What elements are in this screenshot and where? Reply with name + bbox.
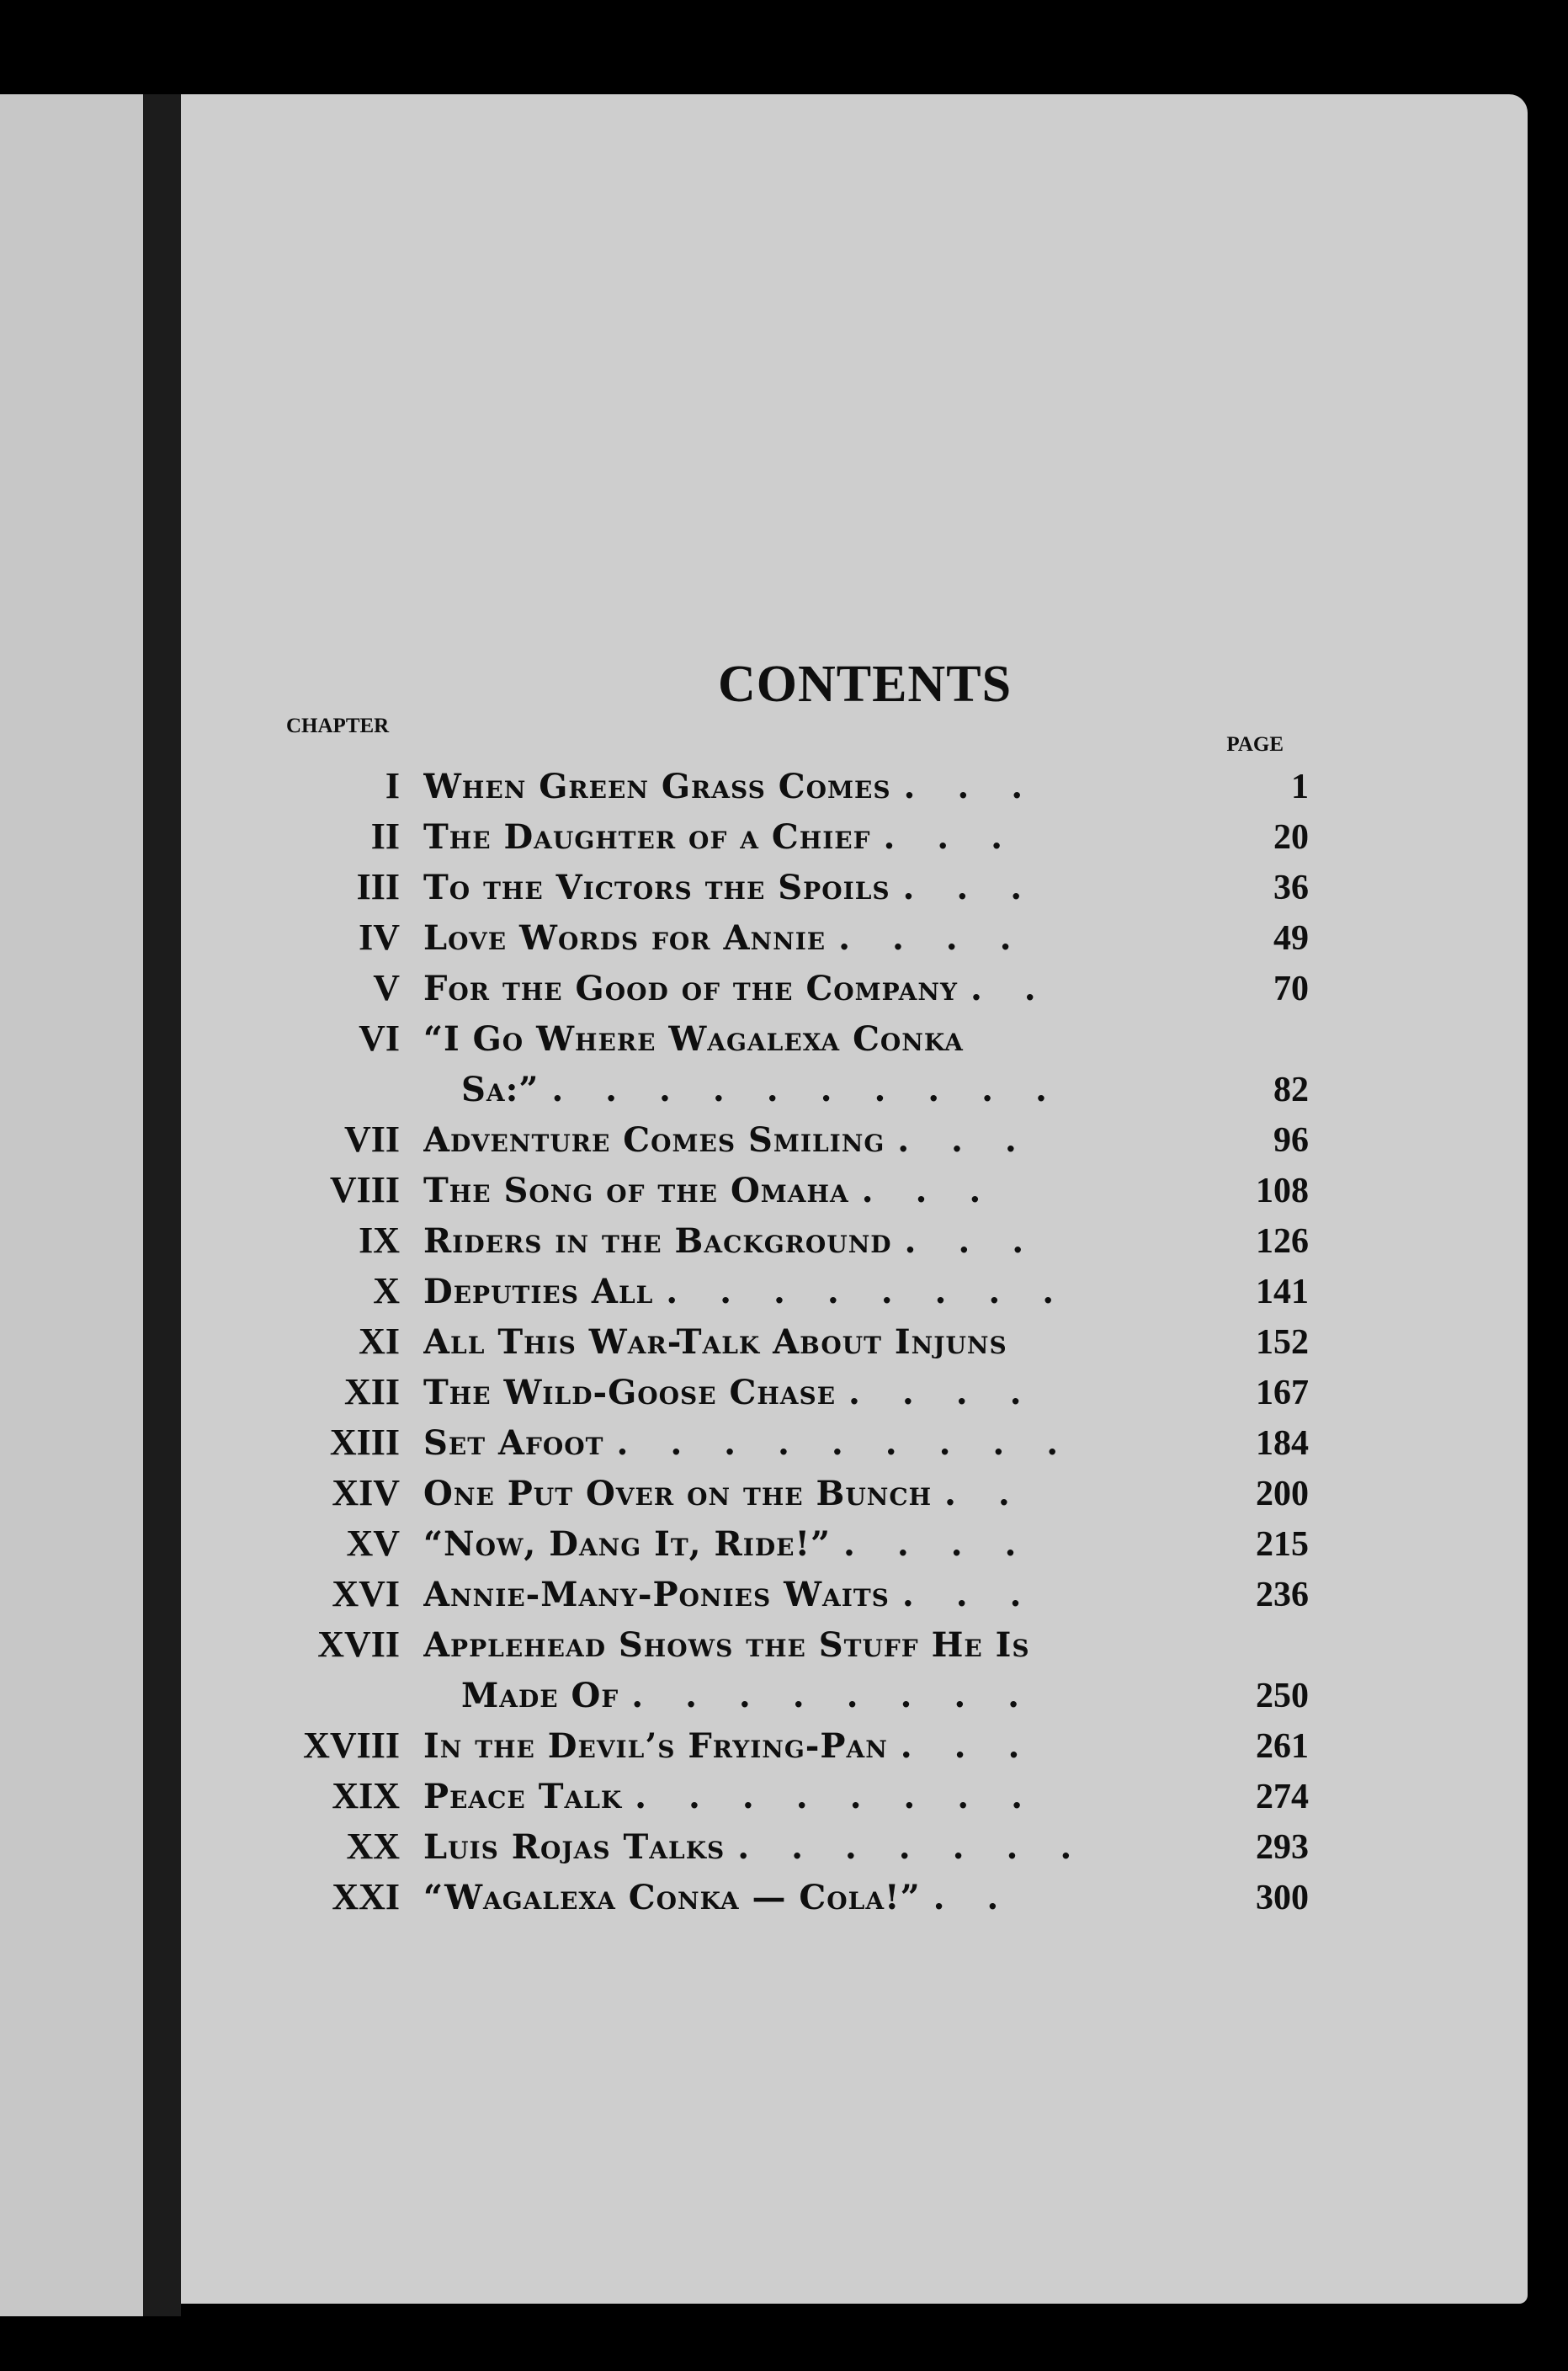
chapter-title (423, 1418, 1233, 1469)
page-number: 293 (1256, 1828, 1309, 1867)
page-number: 184 (1256, 1424, 1309, 1463)
chapter-entry (248, 1014, 1309, 1115)
chapter-entry (248, 1873, 1309, 1923)
dot-leader: . . . (903, 767, 1039, 806)
chapter-list (248, 762, 1309, 1923)
dot-leader: . . (944, 1474, 1025, 1513)
chapter-entry (248, 762, 1309, 812)
chapter-entry (248, 1166, 1309, 1216)
chapter-numeral: IV (359, 917, 400, 958)
page-number: 250 (1256, 1677, 1309, 1715)
chapter-numeral: II (370, 816, 400, 857)
chapter-numeral: XVI (332, 1573, 400, 1614)
chapter-entry (248, 863, 1309, 913)
chapter-title-line: “Wagalexa Conka — Cola!” (423, 1878, 921, 1917)
chapter-title (423, 1822, 1233, 1873)
page-number: 126 (1256, 1222, 1309, 1261)
page-number: 300 (1256, 1879, 1309, 1917)
chapter-numeral: XX (346, 1826, 400, 1867)
contents-heading: CONTENTS (717, 656, 1013, 713)
chapter-numeral: XV (346, 1523, 400, 1564)
chapter-numeral: I (385, 765, 400, 806)
dot-leader: . . . (883, 817, 1018, 857)
dot-leader: . . . . (842, 1524, 1032, 1564)
chapter-title (423, 1166, 1233, 1216)
chapter-title-line: Sa⁠:” (461, 1070, 539, 1109)
chapter-title-line: One Put Over on the Bunch (423, 1474, 933, 1513)
chapter-title-line: For the Good of the Company (423, 969, 958, 1008)
page-number: 36 (1273, 869, 1309, 907)
page-column-header: PAGE (1226, 733, 1284, 756)
chapter-entry (248, 1620, 1309, 1721)
page-number: 141 (1256, 1273, 1309, 1311)
chapter-title (423, 863, 1233, 913)
chapter-numeral: V (373, 967, 400, 1008)
chapter-title-line: All This War-Talk About Injuns (423, 1322, 1007, 1362)
chapter-numeral: XIX (332, 1775, 400, 1816)
dot-leader: . . . . . . . . . (616, 1423, 1074, 1463)
chapter-entry (248, 1418, 1309, 1469)
chapter-entry (248, 1721, 1309, 1772)
chapter-numeral: XXI (332, 1876, 400, 1917)
chapter-title (423, 1368, 1233, 1418)
chapter-title-line: Applehead Shows the Stuff He Is (423, 1625, 1030, 1665)
chapter-title (423, 1014, 1233, 1115)
chapter-entry (248, 1469, 1309, 1519)
page-number: 49 (1273, 919, 1309, 958)
chapter-numeral: IX (359, 1220, 400, 1261)
chapter-title (423, 964, 1233, 1014)
chapter-entry (248, 1570, 1309, 1620)
chapter-numeral: XVIII (303, 1725, 400, 1766)
chapter-entry (248, 1519, 1309, 1570)
page-number: 70 (1273, 970, 1309, 1008)
chapter-title-line: Deputies All (423, 1272, 654, 1311)
chapter-entry (248, 1822, 1309, 1873)
chapter-entry (248, 1317, 1309, 1368)
page-number: 20 (1273, 818, 1309, 857)
chapter-entry (248, 964, 1309, 1014)
page-number: 1 (1291, 768, 1309, 806)
chapter-title (423, 1570, 1233, 1620)
chapter-title (423, 1317, 1233, 1368)
page-number: 261 (1256, 1727, 1309, 1766)
page-number: 82 (1273, 1071, 1309, 1109)
chapter-numeral: VI (359, 1018, 400, 1059)
chapter-title (423, 1469, 1233, 1519)
dot-leader: . . . (904, 1221, 1039, 1261)
page-number: 215 (1256, 1525, 1309, 1564)
dot-leader: . . . . . . . . (666, 1272, 1070, 1311)
dot-leader: . . . (861, 1171, 997, 1210)
page-number: 274 (1256, 1778, 1309, 1816)
chapter-entry (248, 913, 1309, 964)
chapter-title (423, 1115, 1233, 1166)
chapter-title (423, 1873, 1233, 1923)
chapter-numeral: VII (343, 1119, 400, 1160)
chapter-entry (248, 1267, 1309, 1317)
chapter-title-continuation (423, 1671, 1233, 1721)
dot-leader: . . . (897, 1120, 1032, 1160)
chapter-title (423, 1267, 1233, 1317)
chapter-title (423, 1519, 1233, 1570)
chapter-title-line: Annie-Many-Ponies Waits (423, 1575, 890, 1614)
chapter-column-header: CHAPTER (286, 715, 390, 737)
table-of-contents (248, 640, 1309, 1923)
chapter-title (423, 762, 1233, 812)
dot-leader: . . . . . . . . (631, 1676, 1035, 1715)
chapter-title-line: Luis Rojas Talks (423, 1827, 726, 1867)
dot-leader: . . . . . . . (737, 1827, 1087, 1867)
chapter-entry (248, 812, 1309, 863)
chapter-title-line: Made Of (461, 1676, 619, 1715)
chapter-title (423, 1620, 1233, 1721)
dot-leader: . . . (901, 1575, 1037, 1614)
chapter-numeral: XIII (329, 1422, 400, 1463)
dot-leader: . . (970, 969, 1051, 1008)
chapter-title-line: Adventure Comes Smiling (423, 1120, 885, 1160)
dot-leader: . . . . . . . . (635, 1777, 1039, 1816)
page-number: 96 (1273, 1121, 1309, 1160)
page-number: 108 (1256, 1172, 1309, 1210)
dot-leader: . . . (902, 868, 1038, 907)
chapter-title-line: Peace Talk (423, 1777, 623, 1816)
dot-leader: . . . . (848, 1373, 1037, 1412)
chapter-title (423, 1216, 1233, 1267)
chapter-numeral: XVII (317, 1624, 400, 1665)
page-number: 167 (1256, 1374, 1309, 1412)
chapter-title-line: To the Victors the Spoils (423, 868, 890, 907)
chapter-numeral: X (373, 1270, 400, 1311)
chapter-title-line: Love Words for Annie (423, 918, 827, 958)
dot-leader: . . (933, 1878, 1014, 1917)
chapter-numeral: VIII (329, 1169, 400, 1210)
chapter-title-line: When Green Grass Comes (423, 767, 891, 806)
chapter-title (423, 913, 1233, 964)
chapter-title-line: The Daughter of a Chief (423, 817, 871, 857)
chapter-entry (248, 1115, 1309, 1166)
column-headers (248, 715, 1309, 762)
dot-leader: . . . . . . . . . . (551, 1070, 1062, 1109)
chapter-title-continuation (423, 1065, 1233, 1115)
chapter-title-line: In the Devil’s Frying-Pan (423, 1726, 888, 1766)
page-number: 152 (1256, 1323, 1309, 1362)
chapter-title-line: “Now, Dang It, Ride!” (423, 1524, 832, 1564)
chapter-entry (248, 1772, 1309, 1822)
chapter-numeral: III (356, 866, 400, 907)
chapter-title (423, 1772, 1233, 1822)
chapter-numeral: XII (343, 1371, 400, 1412)
dot-leader: . . . (900, 1726, 1035, 1766)
chapter-title-line: “I Go Where Wagalexa Conka (423, 1019, 964, 1059)
page-number: 200 (1256, 1475, 1309, 1513)
chapter-title-line: The Song of the Omaha (423, 1171, 849, 1210)
chapter-title-line: Set Afoot (423, 1423, 604, 1463)
chapter-numeral: XIV (332, 1472, 400, 1513)
chapter-entry (248, 1216, 1309, 1267)
book-gutter (143, 94, 181, 2316)
chapter-title (423, 1721, 1233, 1772)
dot-leader: . . . . (838, 918, 1027, 958)
chapter-title-line: Riders in the Background (423, 1221, 892, 1261)
chapter-title-line: The Wild-Goose Chase (423, 1373, 837, 1412)
chapter-title (423, 812, 1233, 863)
chapter-numeral: XI (359, 1321, 400, 1362)
chapter-entry (248, 1368, 1309, 1418)
page-number: 236 (1256, 1576, 1309, 1614)
